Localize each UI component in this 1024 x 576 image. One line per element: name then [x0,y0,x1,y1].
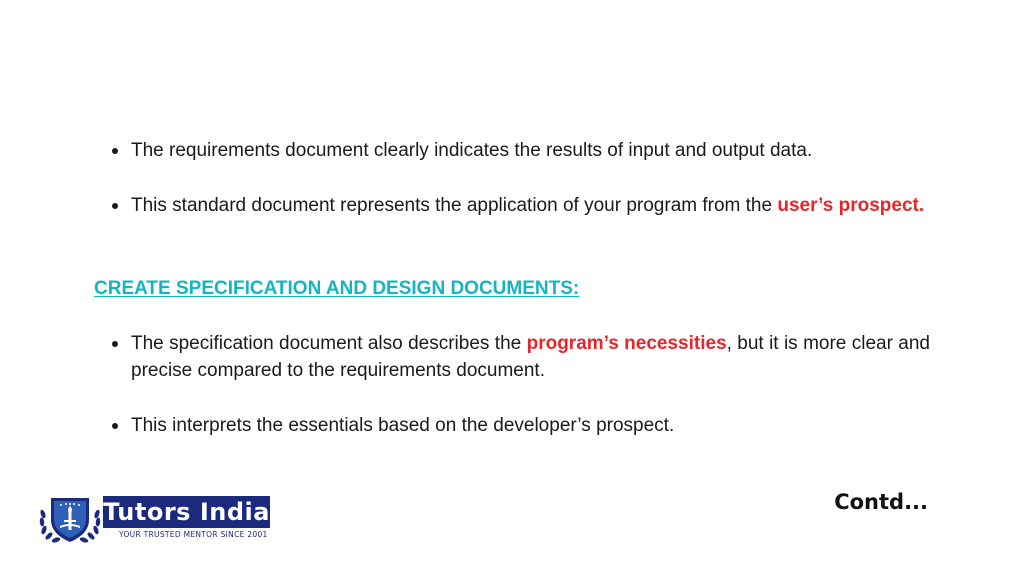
bullet-text: This standard document represents the application of your program from the [131,195,778,216]
logo-wordmark: Tutors India [103,498,270,526]
bullet-icon [112,423,118,429]
bullet-item-user-prospect [112,192,930,219]
section-heading: CREATE SPECIFICATION AND DESIGN DOCUMENTS: [94,278,580,299]
tutors-india-logo [37,492,271,544]
bullet-icon [112,148,118,154]
highlight-text: program’s necessities [526,333,727,354]
bullet-icon [112,341,118,347]
logo-tagline: YOUR TRUSTED MENTOR SINCE 2001 [119,530,268,539]
bullet-text: The specification document also describes the [131,333,527,354]
specification-bullet-list [112,330,930,439]
bullet-item-program-necessities [112,330,930,384]
bullet-text-continued: , but it is more clear and precise compared to the requirements document. [131,333,930,381]
highlight-text: user’s prospect. [777,195,925,216]
bullet-text: This interprets the essentials based on the developer’s prospect. [131,415,675,436]
laurel-shield-emblem-icon [37,492,103,544]
bullet-text: The requirements document clearly indicates the results of input and output data. [131,140,813,161]
bullet-icon [112,203,118,209]
bullet-item-input-output [112,137,930,164]
continued-label: Contd... [834,490,928,514]
requirements-bullet-list [112,137,930,219]
bullet-item-developer-prospect [112,412,930,439]
logo-wordmark-box [103,496,270,528]
